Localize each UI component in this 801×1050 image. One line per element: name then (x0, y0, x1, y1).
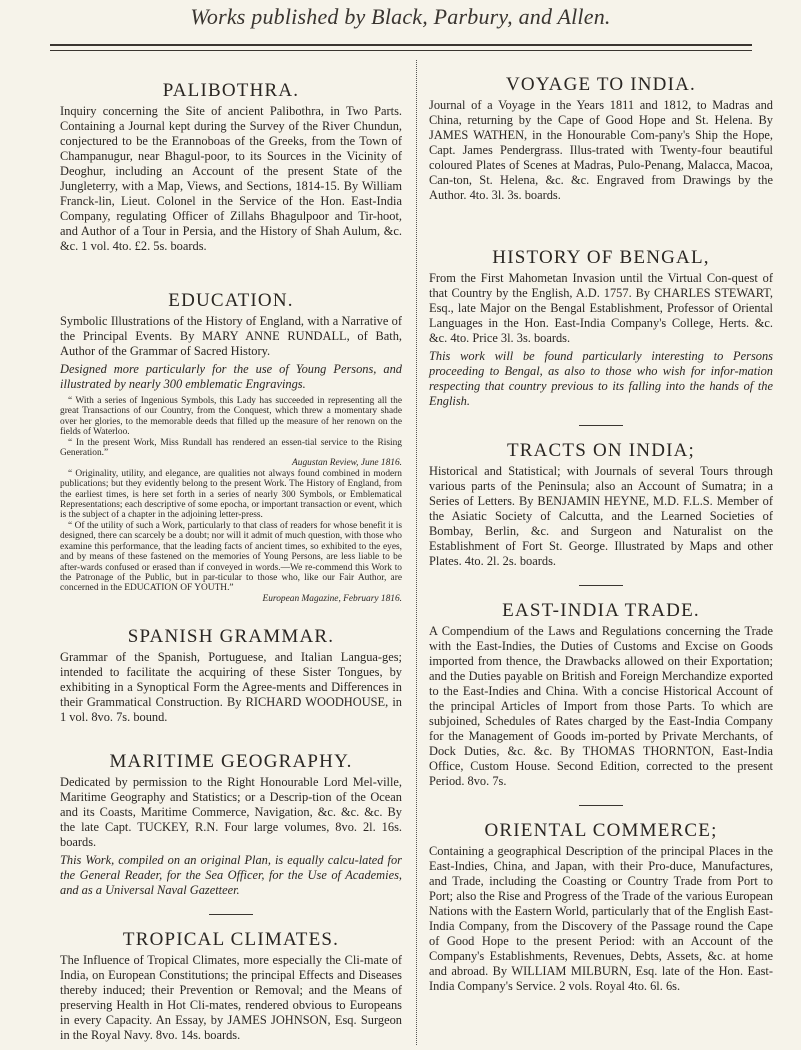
education-note: Designed more particularly for the use of Young Persons, and illustrated by nearly 300 emblematic Engravings. (60, 362, 402, 391)
education-title: EDUCATION. (168, 290, 294, 311)
tracts-section (429, 440, 773, 569)
spanish-body: Grammar of the Spanish, Portuguese, and Italian Langua-ges; intended to facilitate the acquiring of these Sister Tongues, by exhibiting in a Synoptical Form the Agree-ments and Differences in their Grammatical Construction. By RICHARD WOODHOUSE, in 1 vol. 8vo. 7s. bound. (60, 650, 402, 725)
review-2-paragraph-1: “ Originality, utility, and elegance, are qualities not always found combined in modern publications; but they evidently belong to the present Work. The History of England, from the earliest times, is here set forth in a series of nearly 300 Symbols, or Emblematical Representations; each descriptive of some epocha, or important transaction or event, which is the subject of a chapter in the adjoining letter-press. (60, 468, 402, 521)
commerce-body: Containing a geographical Description of the principal Places in the East-Indies, China, and Japan, with their Pro-duce, Manufactures, and Trade, including the Coasting or Country Trade from Port to Port; also the Rise and Progress of the Trade of the various European Nations with the Eastern World, particularly that of the English East-India Company, from the Discovery of the Passage round the Cape of Good Hope to the present Period: with an Account of the Company's Establishments, Revenues, Debts, Assets, &c. at home and abroad. By WILLIAM MILBURN, Esq. late of the Hon. East-India Company's Service. 2 vols. Royal 4to. 6l. 6s. (429, 844, 773, 993)
section-separator (579, 805, 623, 806)
voyage-body: Journal of a Voyage in the Years 1811 and 1812, to Madras and China, returning by the Cape of Good Hope and St. Helena. By JAMES WATHEN, in the Honourable Com-pany's Ship the Hope, Capt. James Pendergrass. Illus-trated with Twenty-four beautiful coloured Plates of Scenes at Madras, Pulo-Penang, Malacca, Macoa, Can-ton, St. Helena, &c. &c. Engraved from Drawings by the Author. 4to. 3l. 3s. boards. (429, 98, 773, 202)
maritime-title: MARITIME GEOGRAPHY. (109, 751, 353, 773)
voyage-section (429, 74, 773, 203)
section-separator (579, 425, 623, 426)
trade-section (429, 600, 773, 789)
commerce-section (429, 820, 773, 994)
review-2-source: European Magazine, February 1816. (262, 593, 402, 604)
right-column (429, 62, 773, 1050)
trade-title: EAST-INDIA TRADE. (502, 600, 700, 621)
spanish-section (60, 626, 402, 725)
education-section (60, 290, 402, 604)
bengal-body: From the First Mahometan Invasion until the Virtual Con-quest of that Country by the English, A.D. 1757. By CHARLES STEWART, Esq., late Major on the Bengal Establishment, Professor of Oriental Languages in the Hon. East-India Company's College, Herts. &c. &c. 4to. Price 3l. 3s. boards. (429, 271, 773, 345)
bengal-section (429, 247, 773, 409)
maritime-section (60, 751, 402, 898)
section-separator (209, 914, 253, 915)
voyage-title: VOYAGE TO INDIA. (505, 74, 696, 95)
maritime-note: This Work, compiled on an original Plan, is equally calcu-lated for the General Reader, for the Sea Officer, for the Use of Academies, and as a Universal Naval Gazetteer. (60, 853, 402, 898)
palibothra-body: Inquiry concerning the Site of ancient Palibothra, in Two Parts. Containing a Journal kept during the Survey of the River Chundun, conjectured to be the Erannoboas of the Greeks, from the Town of Champanugur, near Bhagul-poor, to its Sources in the Vicinity of Deoghur, including an Account of the present State of the Jungleterry, with a Map, Views, and Sections, 1814-15. By William Franck-lin, Lieut. Colonel in the Service of the Hon. East-India Company, regulating Officer of Zillahs Bhagulpoor and Tir-hoot, and Author of a Tour in Persia, and the History of Shah Aulum, &c. &c. 1 vol. 4to. £2. 5s. boards. (60, 104, 402, 253)
column-divider (416, 60, 417, 1045)
tracts-body: Historical and Statistical; with Journals of several Tours through various parts of the Peninsula; also an Account of Sumatra; in a Series of Letters. By BENJAMIN HEYNE, M.D. F.L.S. Member of the Asiatic Society of Calcutta, and the Learned Societies of Bombay, Berlin, &c. and Surgeon and Naturalist on the Establishment of Fort St. George. Illustrated by Maps and other Plates. 4to. 2l. 2s. boards. (429, 464, 773, 568)
tropical-title: TROPICAL CLIMATES. (122, 929, 340, 951)
tropical-body: The Influence of Tropical Climates, more especially the Cli-mate of India, on European Constitutions; the principal Effects and Diseases thereby induced; their Prevention or Removal; and the Means of preserving Health in Hot Cli-mates, rendered obvious to Europeans in every Capacity. An Essay, by JAMES JOHNSON, Esq. Surgeon in the Royal Navy. 8vo. 14s. boards. (60, 953, 402, 1043)
review-2-paragraph-2: “ Of the utility of such a Work, particularly to that class of readers for whose benefit it is designed, there can scarcely be a doubt; nor will it admit of much question, with those who examine this performance, that the leading facts of ancient times, so exhibited to the eyes, and by means of these fastened on the memories of Young Persons, are less liable to be after-wards confused or erased than if conveyed in words.—We re-commend this Work to the Patronage of the Public, but in par-ticular to those who, like our Fair Author, are concerned in the EDUCATION OF YOUTH.” (60, 520, 402, 594)
review-1-paragraph-1: “ With a series of Ingenious Symbols, this Lady has succeeded in representing all the great Transactions of our Country, from the Conquest, which threw a momentary shade over her glories, to the memorable deeds that filled up the measure of her renown on the fields of Waterloo. (60, 396, 402, 438)
review-1-paragraph-2: “ In the present Work, Miss Rundall has rendered an essen-tial service to the Rising Generation.” (60, 437, 402, 459)
left-column (60, 62, 402, 1050)
bengal-title: HISTORY OF BENGAL, (492, 247, 710, 268)
trade-body: A Compendium of the Laws and Regulations concerning the Trade with the East-Indies, the Duties of Customs and Excise on Goods imported from thence, the Drawbacks allowed on their Exportation; and the Duties payable on British and Foreign Merchandize exported to the East-Indies and China. With a concise Historical Account of the principal Articles of Import from those Parts. To which are subjoined, Schedules of Rates charged by the East-India Company for the Management of Goods im-ported by Private Merchants, of Dock Duties, &c. &c. By THOMAS THORNTON, East-India Office, Custom House. Second Edition, corrected to the present Period. 8vo. 7s. (429, 624, 773, 788)
maritime-body: Dedicated by permission to the Right Honourable Lord Mel-ville, Maritime Geography and Statistics; or a Descrip-tion of the Ocean and its Coasts, Maritime Commerce, Navigation, &c. &c. &c. By the late Capt. TUCKEY, R.N. Four large volumes, 8vo. 2l. 16s. boards. (60, 775, 402, 850)
running-head: Works published by Black, Parbury, and Allen. (190, 4, 611, 29)
education-body: Symbolic Illustrations of the History of England, with a Narrative of the Principal Events. By MARY ANNE RUNDALL, of Bath, Author of the Grammar of Sacred History. (60, 314, 402, 358)
palibothra-title: PALIBOTHRA. (162, 80, 300, 101)
section-separator (579, 585, 623, 586)
commerce-title: ORIENTAL COMMERCE; (484, 820, 718, 841)
tropical-section (60, 929, 402, 1043)
review-1-source: Augustan Review, June 1816. (292, 458, 402, 469)
tracts-title: TRACTS ON INDIA; (506, 440, 696, 461)
header-double-rule (50, 44, 752, 51)
education-reviews (60, 396, 402, 604)
bengal-note: This work will be found particularly interesting to Persons proceeding to Bengal, as also to those who wish for infor-mation respecting that country previous to its falling into the hands of the English. (429, 349, 773, 408)
spanish-title: SPANISH GRAMMAR. (127, 626, 335, 648)
palibothra-section (60, 80, 402, 254)
